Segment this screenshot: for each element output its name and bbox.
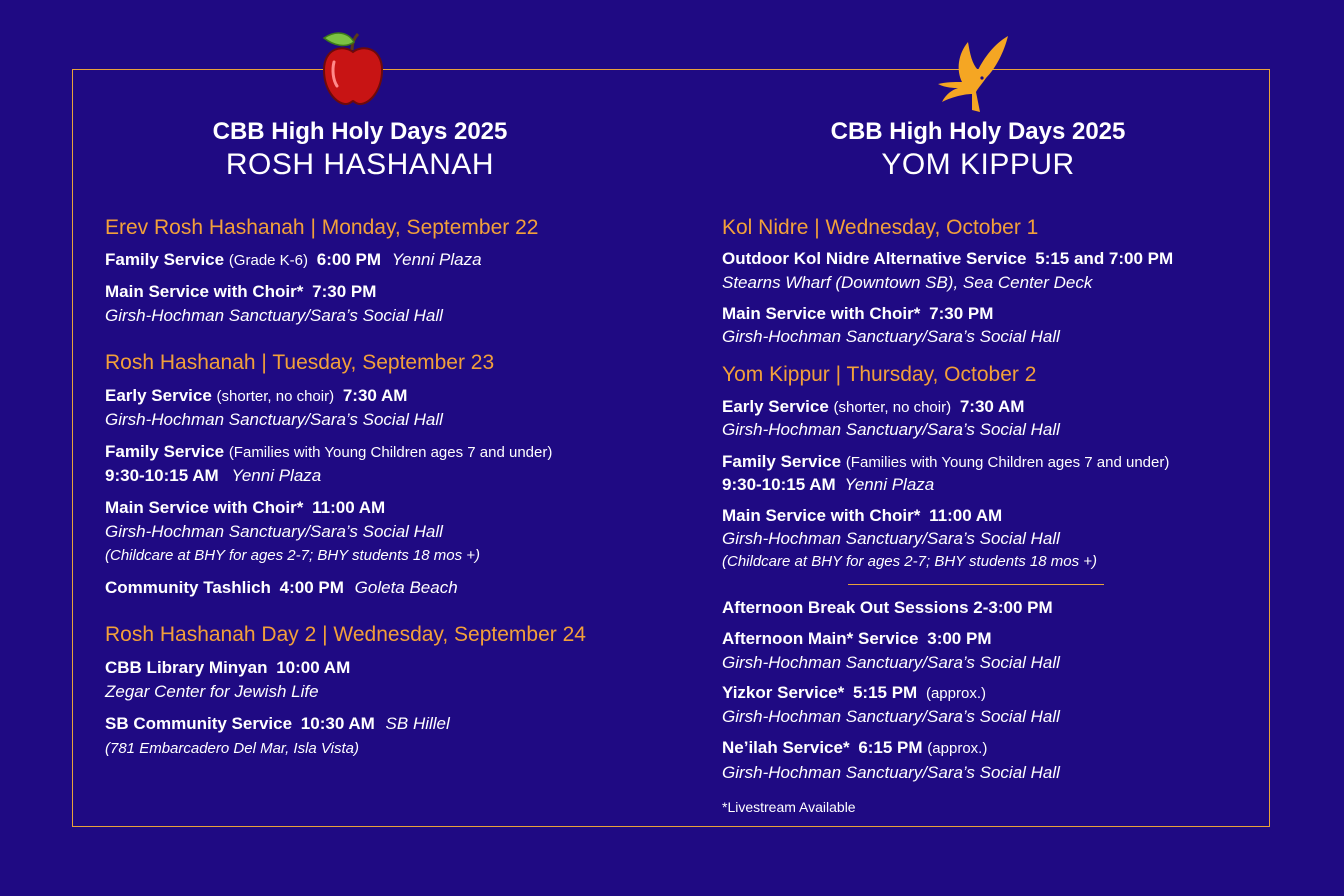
service-time: 6:15 PM	[858, 738, 923, 757]
service-name: Early Service	[105, 386, 212, 405]
service-time: 4:00 PM	[279, 578, 344, 597]
service-time: 5:15 and 7:00 PM	[1035, 249, 1174, 268]
service-address: (781 Embarcadero Del Mar, Isla Vista)	[105, 740, 359, 757]
erev-family-service	[105, 249, 482, 272]
rosh-title: CBB High Holy Days 2025	[212, 118, 508, 145]
service-note: (Families with Young Children ages 7 and under)	[845, 454, 1170, 471]
service-time: 7:30 AM	[342, 386, 408, 405]
service-note: (approx.)	[925, 685, 986, 702]
service-location: Girsh-Hochman Sanctuary/Sara’s Social Hall	[105, 522, 443, 541]
section-divider	[848, 584, 1104, 585]
yom-family-time-line	[722, 474, 934, 496]
kol-nidre-main-service	[722, 303, 993, 325]
rosh-header	[105, 117, 615, 183]
service-note: (Families with Young Children ages 7 and under)	[228, 444, 553, 461]
service-time: 7:30 PM	[312, 282, 377, 301]
service-name: Family Service	[105, 250, 225, 269]
outdoor-kol-nidre	[722, 248, 1173, 270]
service-time: 10:30 AM	[300, 714, 375, 733]
rosh-family-service	[105, 441, 552, 464]
service-name: Outdoor Kol Nidre Alternative Service	[722, 249, 1027, 268]
afternoon-main-service	[722, 628, 991, 650]
service-time: 5:15 PM	[852, 683, 918, 702]
yom-subtitle: YOM KIPPUR	[881, 148, 1075, 181]
community-tashlich	[105, 577, 458, 599]
rosh-family-time-line	[105, 465, 321, 487]
service-location: Stearns Wharf (Downtown SB), Sea Center Deck	[722, 273, 1093, 292]
service-name: Community Tashlich	[105, 578, 271, 597]
livestream-footnote: *Livestream Available	[722, 799, 856, 815]
rosh-early-service	[105, 385, 407, 408]
library-minyan	[105, 657, 350, 679]
service-name: Main Service with Choir*	[722, 304, 921, 323]
service-note: (shorter, no choir)	[833, 399, 952, 416]
kol-nidre-heading: Kol Nidre | Wednesday, October 1	[722, 216, 1039, 239]
service-location: Girsh-Hochman Sanctuary/Sara’s Social Hall	[722, 763, 1060, 782]
service-name: CBB Library Minyan	[105, 658, 268, 677]
service-location: Girsh-Hochman Sanctuary/Sara’s Social Hall	[722, 420, 1060, 439]
service-location: Girsh-Hochman Sanctuary/Sara’s Social Hall	[722, 707, 1060, 726]
rosh-main-service	[105, 497, 385, 519]
service-location: Girsh-Hochman Sanctuary/Sara’s Social Hall	[105, 306, 443, 325]
service-name: Family Service	[105, 442, 225, 461]
childcare-note: (Childcare at BHY for ages 2-7; BHY students 18 mos +)	[105, 547, 481, 564]
service-location: Yenni Plaza	[391, 250, 482, 269]
service-location: Yenni Plaza	[231, 466, 322, 485]
service-time: 3:00 PM	[927, 629, 992, 648]
yom-title: CBB High Holy Days 2025	[830, 118, 1126, 145]
service-note: (shorter, no choir)	[216, 388, 335, 405]
dove-icon	[932, 30, 1012, 116]
service-time: 9:30-10:15 AM	[722, 475, 836, 494]
service-note: (Grade K-6)	[228, 252, 309, 269]
service-name: Yizkor Service*	[722, 683, 845, 702]
yom-family-service	[722, 451, 1169, 474]
service-time: 7:30 PM	[929, 304, 994, 323]
apple-icon	[318, 28, 388, 108]
yom-header	[722, 117, 1234, 183]
rosh-day2-heading: Rosh Hashanah Day 2 | Wednesday, September 24	[105, 623, 586, 646]
service-location: Girsh-Hochman Sanctuary/Sara’s Social Hall	[105, 410, 443, 429]
service-location: Zegar Center for Jewish Life	[105, 682, 319, 701]
service-time: 11:00 AM	[929, 506, 1003, 525]
erev-main-service	[105, 281, 376, 303]
service-time: 9:30-10:15 AM	[105, 466, 219, 485]
service-name: Afternoon Main* Service	[722, 629, 919, 648]
service-name: Early Service	[722, 397, 829, 416]
service-name: Main Service with Choir*	[722, 506, 921, 525]
service-time: 7:30 AM	[959, 397, 1025, 416]
yom-main-service	[722, 505, 1002, 527]
service-location: Girsh-Hochman Sanctuary/Sara’s Social Hall	[722, 653, 1060, 672]
yom-early-service	[722, 396, 1024, 419]
service-name: Main Service with Choir*	[105, 282, 304, 301]
yom-kippur-heading: Yom Kippur | Thursday, October 2	[722, 363, 1037, 386]
afternoon-breakout: Afternoon Break Out Sessions 2-3:00 PM	[722, 598, 1053, 617]
rosh-day1-heading: Rosh Hashanah | Tuesday, September 23	[105, 351, 495, 374]
service-name: SB Community Service	[105, 714, 293, 733]
erev-rosh-heading: Erev Rosh Hashanah | Monday, September 22	[105, 216, 539, 239]
service-time: 10:00 AM	[276, 658, 351, 677]
rosh-subtitle: ROSH HASHANAH	[225, 148, 495, 181]
childcare-note: (Childcare at BHY for ages 2-7; BHY students 18 mos +)	[722, 553, 1098, 570]
service-time: 11:00 AM	[312, 498, 386, 517]
service-location: SB Hillel	[385, 714, 450, 733]
service-name: Main Service with Choir*	[105, 498, 304, 517]
neilah-service	[722, 737, 987, 760]
service-name: Family Service	[722, 452, 842, 471]
service-location: Goleta Beach	[354, 578, 458, 597]
service-location: Girsh-Hochman Sanctuary/Sara’s Social Hall	[722, 529, 1060, 548]
service-name: Ne’ilah Service*	[722, 738, 850, 757]
service-note: (approx.)	[927, 740, 988, 757]
service-location: Girsh-Hochman Sanctuary/Sara’s Social Hall	[722, 327, 1060, 346]
service-location: Yenni Plaza	[844, 475, 935, 494]
sb-community-service	[105, 713, 450, 735]
yizkor-service	[722, 682, 986, 705]
service-time: 6:00 PM	[316, 250, 381, 269]
